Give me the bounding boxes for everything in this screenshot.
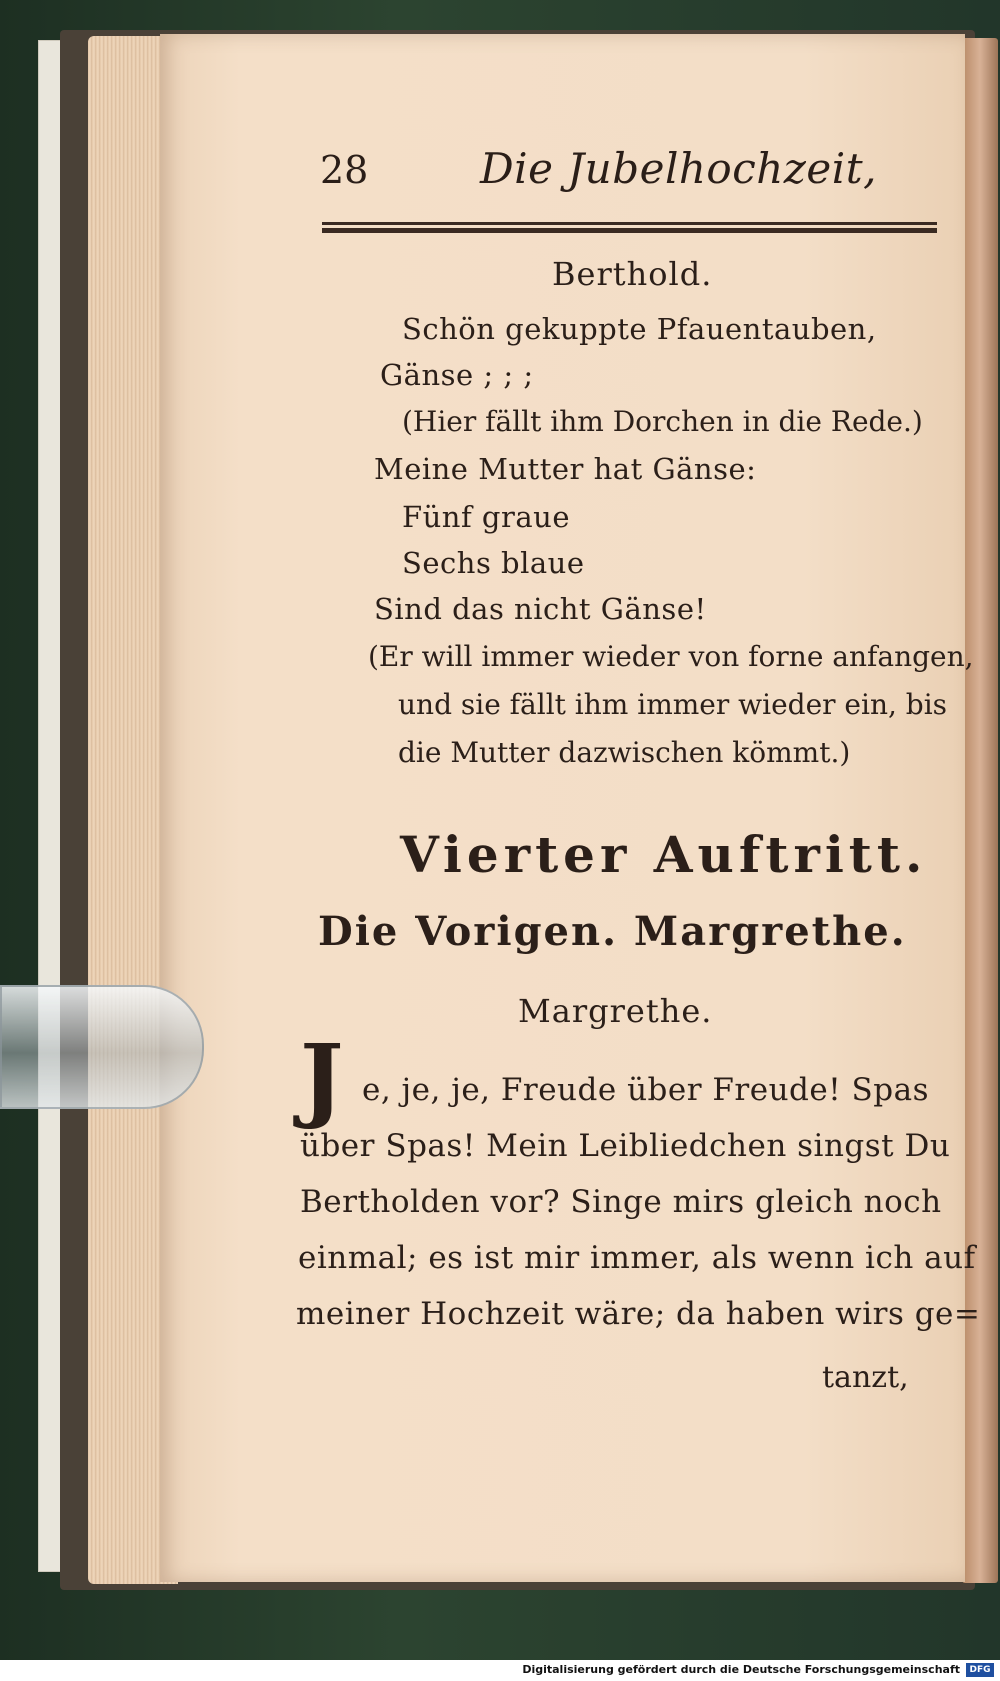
drop-capital: J [300,1024,344,1132]
verse-line: Sind das nicht Gänse! [374,592,707,626]
header-rule-line-thin [322,222,937,225]
scene-title: Vierter Auftritt. [400,825,928,884]
prose-line: e, je, je, Freude über Freude! Spas [362,1072,930,1108]
speaker-name: Berthold. [552,255,713,293]
verse-line: Gänse ; ; ; [380,358,534,392]
scene-characters: Die Vorigen. Margrethe. [318,908,907,955]
page-number: 28 [320,148,369,192]
verse-line: Sechs blaue [402,546,585,580]
verse-line: Schön gekuppte Pfauentauben, [402,312,877,346]
dfg-logo: DFG [966,1663,994,1677]
book-cover-right [962,38,998,1583]
verse-line: Meine Mutter hat Gänse: [374,452,757,486]
glass-page-clip [0,985,204,1109]
stage-direction: die Mutter dazwischen kömmt.) [398,736,851,769]
stage-direction: und sie fällt ihm immer wieder ein, bis [398,688,948,721]
header-rule-line-thick [322,228,937,233]
prose-line: Bertholden vor? Singe mirs gleich noch [300,1184,942,1220]
verse-line: Fünf graue [402,500,570,534]
stage-direction: (Er will immer wieder von forne anfangen, [368,640,974,673]
speaker-name: Margrethe. [518,992,713,1030]
prose-line: einmal; es ist mir immer, als wenn ich auf [298,1240,976,1276]
header-rule [322,222,937,236]
running-title: Die Jubelhochzeit, [480,144,877,193]
prose-line: meiner Hochzeit wäre; da haben wirs ge= [296,1296,981,1332]
footer-bar [0,1660,1000,1681]
prose-line: über Spas! Mein Leibliedchen singst Du [300,1128,951,1164]
page-header [320,140,940,200]
stage-direction: (Hier fällt ihm Dorchen in die Rede.) [402,405,923,438]
catchword: tanzt, [822,1360,909,1395]
footer-credit: Digitalisierung gefördert durch die Deutsche Forschungsgemeinschaft [522,1663,960,1676]
